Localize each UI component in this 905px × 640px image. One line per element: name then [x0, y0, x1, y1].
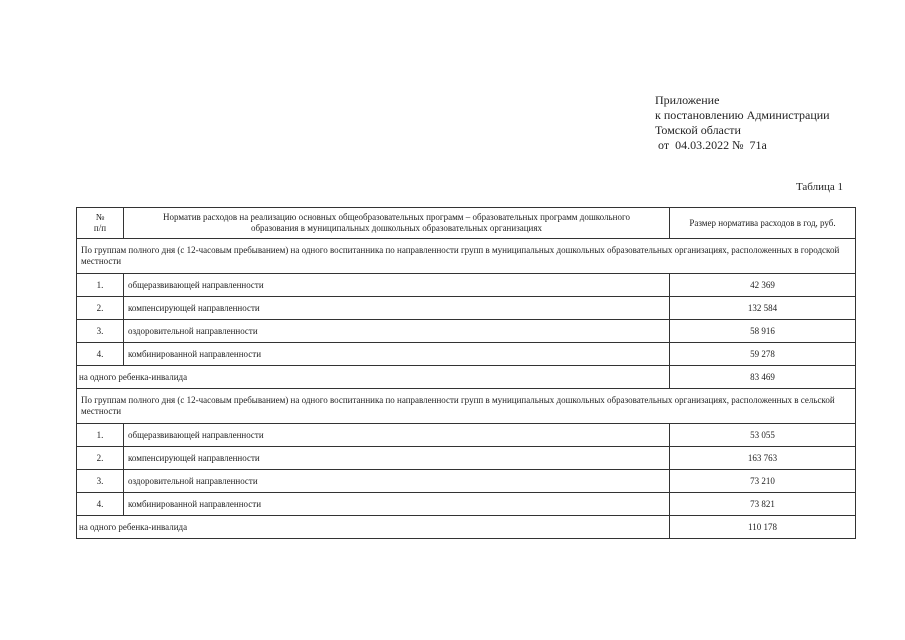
- urban-group-row: [77, 239, 856, 274]
- appendix-block: [655, 93, 830, 153]
- table-label: Таблица 1: [795, 181, 843, 193]
- rural-group-row: [77, 389, 856, 424]
- table-row: [77, 320, 856, 343]
- rural-group-title: По группам полного дня (с 12-часовым пребыванием) на одного воспитанника по направленности групп в муниципальных дошкольных образовательных организациях, расположенных в сельской местности: [77, 389, 856, 424]
- row-name: общеразвивающей направленности: [124, 424, 670, 447]
- urban-disabled-row: [77, 366, 856, 389]
- row-name: общеразвивающей направленности: [124, 274, 670, 297]
- appendix-decree-line: к постановлению Администрации: [655, 108, 830, 122]
- row-name: оздоровительной направленности: [124, 470, 670, 493]
- header-name: Норматив расходов на реализацию основных общеобразовательных программ – образовательных программ дошкольного образования в муниципальных дошкольных образовательных организациях: [124, 208, 670, 239]
- row-value: 132 584: [670, 297, 856, 320]
- row-num: 2.: [77, 447, 124, 470]
- disabled-value: 110 178: [670, 516, 856, 539]
- header-num: № п/п: [77, 208, 124, 239]
- appendix-date-number: от 04.03.2022 № 71а: [655, 138, 767, 152]
- row-name: компенсирующей направленности: [124, 447, 670, 470]
- table-row: [77, 470, 856, 493]
- table-row: [77, 343, 856, 366]
- row-num: 4.: [77, 493, 124, 516]
- row-value: 58 916: [670, 320, 856, 343]
- row-value: 73 821: [670, 493, 856, 516]
- row-name: оздоровительной направленности: [124, 320, 670, 343]
- header-value: Размер норматива расходов в год, руб.: [670, 208, 856, 239]
- disabled-value: 83 469: [670, 366, 856, 389]
- row-name: комбинированной направленности: [124, 493, 670, 516]
- table-row: [77, 274, 856, 297]
- urban-group-title: По группам полного дня (с 12-часовым пребыванием) на одного воспитанника по направленности групп в муниципальных дошкольных образовательных организациях, расположенных в городской местности: [77, 239, 856, 274]
- table-row: [77, 447, 856, 470]
- disabled-label: на одного ребенка-инвалида: [77, 366, 670, 389]
- row-num: 2.: [77, 297, 124, 320]
- norms-table: [76, 207, 856, 539]
- row-value: 59 278: [670, 343, 856, 366]
- row-num: 4.: [77, 343, 124, 366]
- table-row: [77, 493, 856, 516]
- row-value: 42 369: [670, 274, 856, 297]
- appendix-title: Приложение: [655, 93, 720, 107]
- row-num: 3.: [77, 320, 124, 343]
- row-num: 1.: [77, 274, 124, 297]
- table-row: [77, 424, 856, 447]
- row-name: компенсирующей направленности: [124, 297, 670, 320]
- row-value: 73 210: [670, 470, 856, 493]
- row-num: 1.: [77, 424, 124, 447]
- disabled-label: на одного ребенка-инвалида: [77, 516, 670, 539]
- table-header-row: [77, 208, 856, 239]
- rural-disabled-row: [77, 516, 856, 539]
- row-num: 3.: [77, 470, 124, 493]
- appendix-region-line: Томской области: [655, 123, 741, 137]
- row-value: 163 763: [670, 447, 856, 470]
- row-value: 53 055: [670, 424, 856, 447]
- row-name: комбинированной направленности: [124, 343, 670, 366]
- table-row: [77, 297, 856, 320]
